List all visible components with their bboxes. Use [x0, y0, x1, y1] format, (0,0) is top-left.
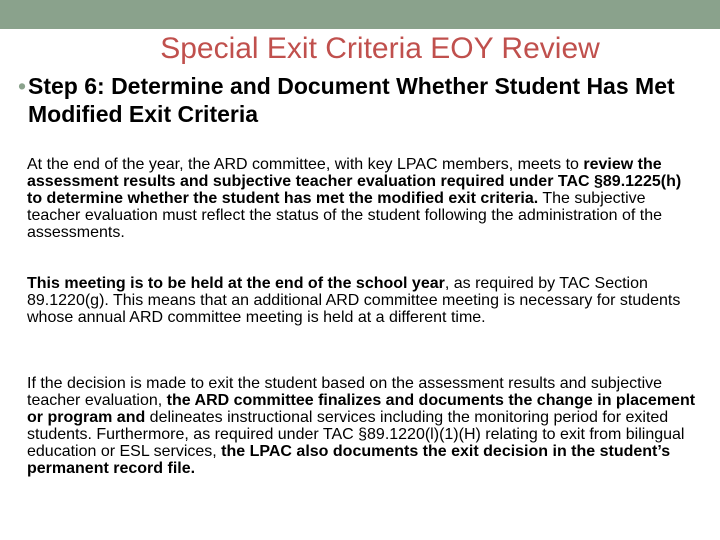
paragraph-1	[27, 156, 697, 241]
bullet-marker: •	[18, 73, 27, 99]
paragraph-1-part-b: review the assessment results and subjective teacher evaluation required under TAC §89.1225(h) to determine whether the student has met the modified exit criteria.	[27, 156, 682, 207]
paragraph-2	[27, 275, 697, 326]
paragraph-1-part-c: The subjective teacher evaluation must reflect the status of the student following the administration of the assessments.	[27, 190, 663, 241]
paragraph-2-part-b: , as required by TAC Section 89.1220(g). This means that an additional ARD committee meeting is necessary for students whose annual ARD committee meeting is held at a different time.	[27, 275, 681, 326]
paragraph-2-part-a: This meeting is to be held at the end of the school year	[27, 275, 445, 292]
paragraph-3-part-d: the LPAC also documents the exit decision in the student’s permanent record file.	[27, 443, 671, 477]
top-color-band	[0, 0, 720, 29]
bullet-heading	[18, 72, 698, 128]
paragraph-1-part-a: At the end of the year, the ARD committee, with key LPAC members, meets to	[27, 156, 584, 173]
paragraph-3	[27, 375, 697, 477]
slide-title: Special Exit Criteria EOY Review	[160, 32, 600, 65]
bullet-text: Step 6: Determine and Document Whether Student Has Met Modified Exit Criteria	[28, 73, 675, 127]
paragraph-3-part-c: delineates instructional services including the monitoring period for exited students. Furthermore, as required under TAC §89.1220(l)(1)(H) relating to exit from bilingual education or ESL services,	[27, 409, 685, 460]
paragraph-3-part-b: the ARD committee finalizes and documents the change in placement or program and	[27, 392, 696, 426]
paragraph-3-part-a: If the decision is made to exit the student based on the assessment results and subjective teacher evaluation,	[27, 375, 663, 409]
